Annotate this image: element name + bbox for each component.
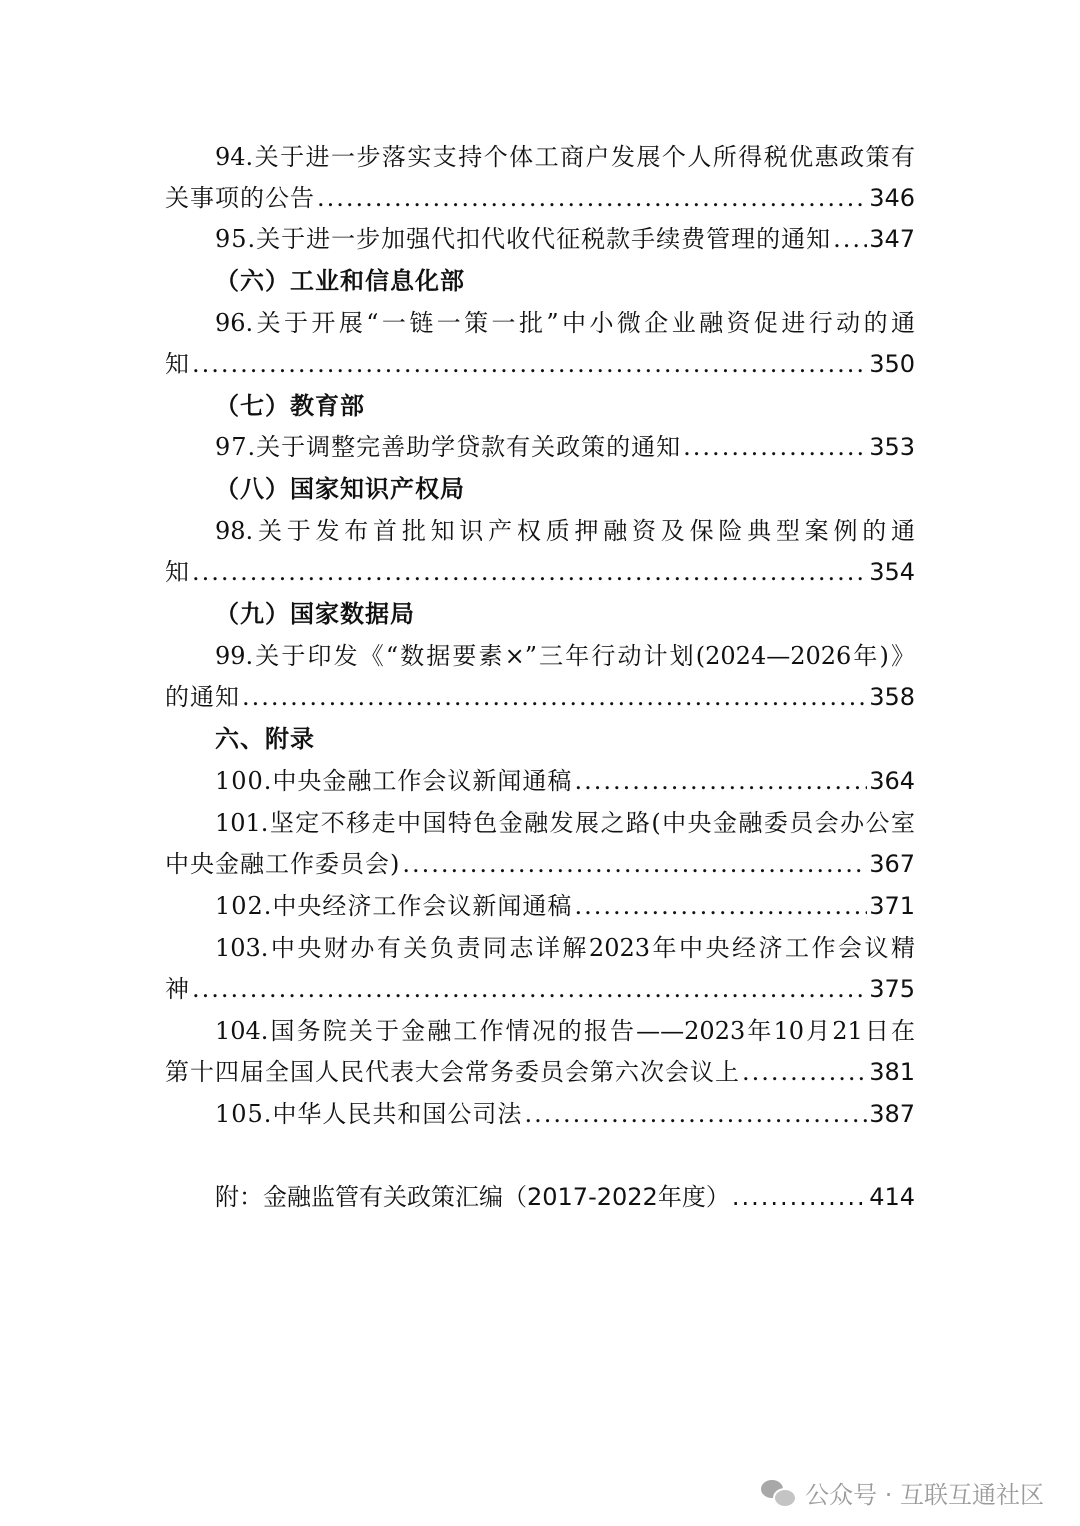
leader-dots <box>192 343 867 385</box>
toc-item-title: 附：金融监管有关政策汇编（2017-2022年度） <box>215 1183 730 1211</box>
toc-item-96-line2: 知 <box>165 350 190 378</box>
toc-item-100[interactable] <box>215 760 915 802</box>
toc-item-104-line1: 104.国务院关于金融工作情况的报告——2023年10月21日在 <box>215 1017 915 1045</box>
page-number: 364 <box>869 767 915 795</box>
page-number: 353 <box>869 433 915 461</box>
leader-dots <box>402 843 867 885</box>
toc-item-99-line1: 99.关于印发《“数据要素×”三年行动计划(2024—2026年)》 <box>215 642 915 670</box>
toc-item-98-line1: 98.关于发布首批知识产权质押融资及保险典型案例的通 <box>215 517 915 545</box>
toc-item-title: 102.中央经济工作会议新闻通稿 <box>215 892 573 920</box>
leader-dots <box>192 968 867 1010</box>
leader-dots <box>192 551 867 593</box>
toc-appendix[interactable] <box>215 1176 915 1218</box>
page-number: 358 <box>869 683 915 711</box>
toc-item-98[interactable] <box>165 551 915 593</box>
watermark-text: 公众号 · 互联互通社区 <box>805 1480 1044 1509</box>
page-number: 381 <box>869 1058 915 1086</box>
leader-dots <box>524 1093 867 1135</box>
toc-item-98-line2: 知 <box>165 558 190 586</box>
toc-item-94-line1: 94.关于进一步落实支持个体工商户发展个人所得税优惠政策有 <box>215 143 915 171</box>
toc-item-101-line1: 101.坚定不移走中国特色金融发展之路(中央金融委员会办公室 <box>215 809 915 837</box>
toc-item-97[interactable] <box>215 426 915 468</box>
toc-item-title: 97.关于调整完善助学贷款有关政策的通知 <box>215 433 682 461</box>
toc-item-title: 105.中华人民共和国公司法 <box>215 1100 523 1128</box>
leader-dots <box>574 760 867 802</box>
leader-dots <box>683 426 867 468</box>
page-number: 371 <box>869 892 915 920</box>
wechat-icon <box>761 1478 795 1506</box>
watermark <box>761 1472 1044 1512</box>
toc-item-104-line2: 第十四届全国人民代表大会常务委员会第六次会议上 <box>165 1058 740 1086</box>
toc-item-title: 95.关于进一步加强代扣代收代征税款手续费管理的通知 <box>215 225 832 253</box>
toc-item-102[interactable] <box>215 885 915 927</box>
section-heading-7: （七）教育部 <box>215 392 365 420</box>
leader-dots <box>742 1051 867 1093</box>
toc-item-94[interactable] <box>165 177 915 219</box>
section-heading-8: （八）国家知识产权局 <box>215 475 465 503</box>
page-number: 367 <box>869 850 915 878</box>
page-number: 350 <box>869 350 915 378</box>
toc-item-94-line2: 关事项的公告 <box>165 184 315 212</box>
toc-item-104[interactable] <box>165 1051 915 1093</box>
toc-item-103[interactable] <box>165 968 915 1010</box>
toc-item-103-line2: 神 <box>165 975 190 1003</box>
toc-item-title: 100.中央金融工作会议新闻通稿 <box>215 767 573 795</box>
toc-item-103-line1: 103.中央财办有关负责同志详解2023年中央经济工作会议精 <box>215 934 915 962</box>
toc-item-96[interactable] <box>165 343 915 385</box>
toc-item-95[interactable] <box>215 218 915 260</box>
toc-item-105[interactable] <box>215 1093 915 1135</box>
leader-dots <box>833 218 867 260</box>
page-number: 347 <box>869 225 915 253</box>
section-heading-9: （九）国家数据局 <box>215 600 415 628</box>
page-number: 414 <box>869 1183 915 1211</box>
toc-item-101[interactable] <box>165 843 915 885</box>
leader-dots <box>732 1176 867 1218</box>
leader-dots <box>317 177 867 219</box>
toc-item-99[interactable] <box>165 676 915 718</box>
page-number: 375 <box>869 975 915 1003</box>
leader-dots <box>242 676 867 718</box>
toc-item-101-line2: 中央金融工作委员会) <box>165 850 401 878</box>
toc-item-99-line2: 的通知 <box>165 683 240 711</box>
page-number: 387 <box>869 1100 915 1128</box>
page-number: 346 <box>869 184 915 212</box>
part-heading-appendix: 六、附录 <box>215 725 315 753</box>
section-heading-6: （六）工业和信息化部 <box>215 267 465 295</box>
toc-item-96-line1: 96.关于开展“一链一策一批”中小微企业融资促进行动的通 <box>215 309 915 337</box>
page-number: 354 <box>869 558 915 586</box>
leader-dots <box>574 885 867 927</box>
